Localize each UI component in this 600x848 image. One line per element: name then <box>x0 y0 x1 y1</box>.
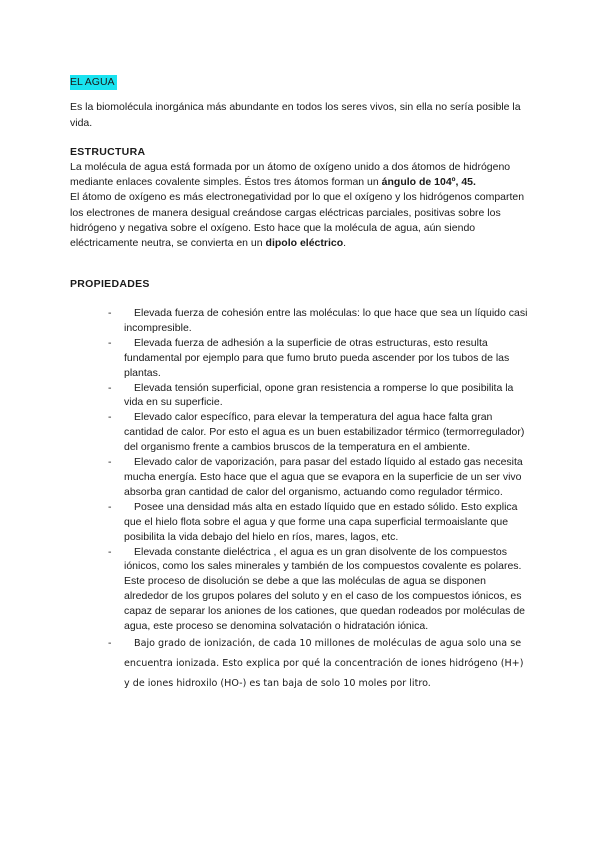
list-dash: - <box>108 336 112 349</box>
list-item <box>70 500 530 545</box>
intro-paragraph: Es la biomolécula inorgánica más abundante en todos los seres vivos, sin ella no sería posible la vida. <box>70 101 521 129</box>
list-item <box>70 455 530 500</box>
list-item-text: Elevada tensión superficial, opone gran resistencia a romperse lo que posibilita la vida en su superficie. <box>124 381 514 409</box>
section-heading-propiedades: PROPIEDADES <box>70 278 150 290</box>
list-item <box>70 381 530 411</box>
list-dash: - <box>108 381 112 394</box>
list-dash: - <box>108 307 112 319</box>
estructura-text <box>70 160 540 251</box>
section-heading-estructura: ESTRUCTURA <box>70 146 146 158</box>
list-item <box>70 410 530 455</box>
list-dash: - <box>108 545 112 558</box>
list-item-text: Elevada fuerza de cohesión entre las moléculas: lo que hace que sea un líquido casi incompresible. <box>124 307 528 334</box>
list-item-text: Elevada constante dieléctrica , el agua es un gran disolvente de los compuestos iónicos, como los sales minerales y también de los compuestos covalente es polares. Este proceso de disolución se debe a que las moléculas de agua se disponen alrededor de los grupos polares del soluto y en el caso de los compuestos iónicos, es capaz de separar los aniones de los cationes, que quedan rodeados por moléculas de agua, este proceso se denomina solvatación o hidratación iónica. <box>124 545 526 633</box>
list-dash: - <box>108 456 112 469</box>
list-item-text: Elevado calor de vaporización, para pasar del estado líquido al estado gas necesita mucha energía. Esto hace que el agua que se evapora en la superficie de un ser vivo absorba gran cantidad de calor del organismo, actuando como regulador térmico. <box>124 456 523 498</box>
estructura-p1-bold: ángulo de 104º, 45. <box>381 176 476 189</box>
propiedades-list <box>70 306 530 694</box>
list-dash: - <box>108 411 112 424</box>
list-item <box>70 306 530 336</box>
list-item-text: Bajo grado de ionización, de cada 10 millones de moléculas de agua solo una se encuentra ionizada. Esto explica por qué la concentración de iones hidrógeno (H+) y de iones hidroxilo (HO-) es tan baja de solo 10 moles por litro. <box>124 637 524 689</box>
list-item <box>70 545 530 634</box>
list-item-text: Posee una densidad más alta en estado líquido que en estado sólido. Esto explica que el hielo flota sobre el agua y que forme una capa superficial termoaislante que posibilita la vida debajo del hielo en ríos, mares, lagos, etc. <box>124 500 518 543</box>
list-item-text: Elevado calor específico, para elevar la temperatura del agua hace falta gran cantidad de calor. Por esto el agua es un buen estabilizador térmico (termorregulador) del organismo frente a cambios bruscos de la temperatura en el ambiente. <box>124 411 525 454</box>
list-dash: - <box>108 637 112 649</box>
estructura-p2-bold: dipolo eléctrico <box>265 237 344 250</box>
estructura-p2-text: El átomo de oxígeno es más electronegatividad por lo que el oxígeno y los hidrógenos comparten los electrones de manera desigual creándose cargas eléctricas parciales, positivas sobre los hidrógeno y negativa sobre el oxígeno. Esto hace que la molécula de agua, aún siendo eléctricamente neutra, se convierta en un <box>70 191 525 250</box>
list-item <box>70 336 530 381</box>
list-dash: - <box>108 500 112 513</box>
estructura-p2-end: . <box>343 237 347 250</box>
estructura-p1-text: La molécula de agua está formada por un átomo de oxígeno unido a dos átomos de hidrógeno mediante enlaces covalente simples. Éstos tres átomos forman un <box>70 161 511 189</box>
list-item <box>70 634 530 694</box>
document-title: EL AGUA <box>70 76 115 88</box>
list-item-text: Elevada fuerza de adhesión a la superficie de otras estructuras, esto resulta fundamental por ejemplo para que fumo bruto pueda ascender por los tubos de las plantas. <box>124 336 510 379</box>
